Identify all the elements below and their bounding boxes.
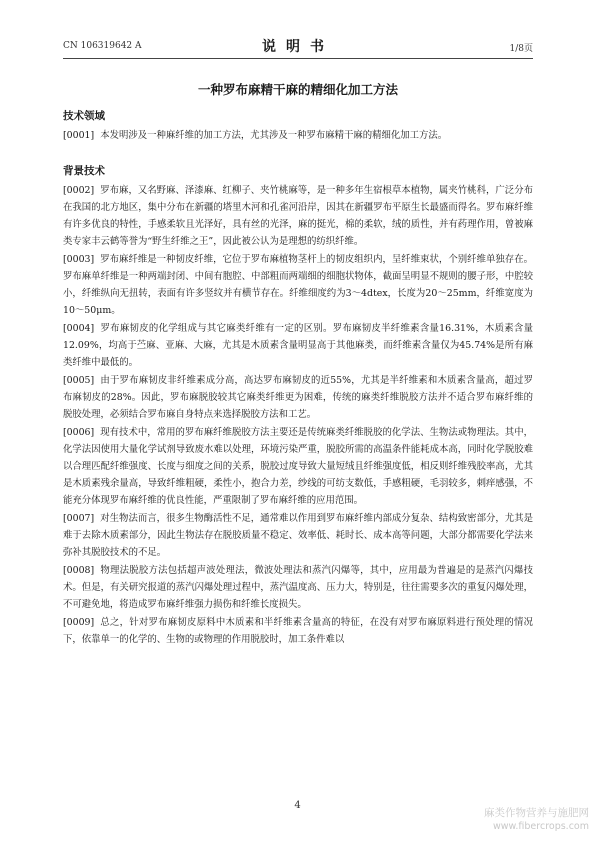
paragraph-number: [0002] xyxy=(63,185,95,196)
paragraph-text: 罗布麻，又名野麻、泽漆麻、红柳子、夹竹桃麻等，是一种多年生宿根草本植物，属夹竹桃科，广泛分布在我国的北方地区，集中分布在新疆的塔里木河和孔雀河沿岸，因其在新疆罗布平原生长最盛而得名。罗布麻纤维有许多优良的特性，手感柔软且光泽好，具有丝的光泽，麻的挺光，棉的柔软，绒的质性，并有药理作用，曾被麻类专家丰云鹤等誉为“野生纤维之王”，因此被公认为是理想的纺织纤维。 xyxy=(63,185,533,247)
paragraph xyxy=(63,320,533,371)
site-watermark xyxy=(484,806,589,834)
paragraph xyxy=(63,424,533,509)
section-background-art xyxy=(63,163,533,648)
paragraph-number: [0001] xyxy=(63,130,95,141)
paragraph-number: [0009] xyxy=(63,617,95,628)
paragraph-number: [0004] xyxy=(63,323,95,334)
paragraph-number: [0003] xyxy=(63,254,95,265)
paragraph-text: 物理法脱胶方法包括超声波处理法，微波处理法和蒸汽闪爆等，其中，应用最为普遍是的是蒸汽闪爆技术。但是，有关研究报道的蒸汽闪爆处理过程中，蒸汽温度高、压力大，特别是，往往需要多次的重复闪爆处理，不可避免地，将造成罗布麻纤维强力损伤和纤维长度损失。 xyxy=(63,565,533,610)
paragraph-text: 本发明涉及一种麻纤维的加工方法，尤其涉及一种罗布麻精干麻的精细化加工方法。 xyxy=(100,130,448,141)
document-type-title: 说明书 xyxy=(262,39,334,55)
paragraph-text: 对生物法而言，很多生物酶活性不足，通常难以作用到罗布麻纤维内部成分复杂、结构致密部分，尤其是难于去除木质素部分，因此生物法存在脱胶质量不稳定、效率低、耗时长、成本高等问题，大部分都需要化学法来弥补其脱胶技术的不足。 xyxy=(63,513,533,558)
paragraph-text: 现有技术中，常用的罗布麻纤维脱胶方法主要还是传统麻类纤维脱胶的化学法、生物法或物理法。其中，化学法因使用大量化学试剂导致废水难以处理，环境污染严重，脱胶所需的高温条件能耗成本高，同时化学脱胶难以合理匹配纤维强度、长度与细度之间的关系，脱胶过度导致大量短绒且纤维强度低，相反则纤维残胶率高，尤其是木质素残余量高，导致纤维粗硬，柔性小，抱合力差，纱线的可纺支数低，手感粗硬，毛羽较多，刺痒感强，不能充分体现罗布麻纤维的优良性能，严重限制了罗布麻纤维的应用范围。 xyxy=(63,427,533,506)
paragraph xyxy=(63,510,533,561)
page-indicator: 1/8页 xyxy=(509,44,533,54)
page-number: 4 xyxy=(294,800,301,811)
paragraph-number: [0008] xyxy=(63,565,95,576)
paragraph xyxy=(63,614,533,648)
document-body xyxy=(63,108,533,649)
section-heading: 背景技术 xyxy=(63,165,105,177)
page-header xyxy=(63,36,533,58)
paragraph-number: [0006] xyxy=(63,427,95,438)
paragraph-number: [0005] xyxy=(63,375,95,386)
header-divider xyxy=(63,58,533,59)
paragraph xyxy=(63,562,533,613)
paragraph-text: 总之，针对罗布麻韧皮原料中木质素和半纤维素含量高的特征，在没有对罗布麻原料进行预处理的情况下，依靠单一的化学的、生物的或物理的作用脱胶时，加工条件难以 xyxy=(63,617,533,645)
paragraph xyxy=(63,182,533,250)
paragraph xyxy=(63,372,533,423)
section-spacer xyxy=(63,145,533,163)
patent-number: CN 106319642 A xyxy=(63,41,142,51)
watermark-url: www.fibercrops.com xyxy=(492,821,589,832)
paragraph xyxy=(63,127,533,144)
invention-title: 一种罗布麻精干麻的精细化加工方法 xyxy=(197,82,398,97)
section-heading: 技术领域 xyxy=(63,110,105,122)
paragraph-text: 罗布麻韧皮的化学组成与其它麻类纤维有一定的区别。罗布麻韧皮半纤维素含量16.31%，木质素含量12.09%，均高于苎麻、亚麻、大麻，尤其是木质素含量明显高于其他麻类，而纤维素含量仅为45.74%是所有麻类纤维中最低的。 xyxy=(63,323,533,368)
section-technical-field xyxy=(63,108,533,144)
watermark-site-name: 麻类作物营养与施肥网 xyxy=(484,807,589,819)
paragraph-number: [0007] xyxy=(63,513,95,524)
paragraph-text: 由于罗布麻韧皮非纤维素成分高，高达罗布麻韧皮的近55%，尤其是半纤维素和木质素含量高，超过罗布麻韧皮的28%。因此，罗布麻脱胶较其它麻类纤维更为困难，传统的麻类纤维脱胶方法并不适合罗布麻纤维的脱胶处理，必须结合罗布麻自身特点来选择脱胶方法和工艺。 xyxy=(63,375,533,420)
paragraph-text: 罗布麻纤维是一种韧皮纤维，它位于罗布麻植物茎杆上的韧皮组织内，呈纤维束状，个别纤维单独存在。罗布麻单纤维是一种两端封闭、中间有胞腔、中部粗而两端细的细胞状物体，截面呈明显不规则的腰子形，中腔较小，纤维纵向无扭转，表面有许多竖纹并有横节存在。纤维细度约为3～4dtex，长度为20～25mm，纤维宽度为10～50μm。 xyxy=(63,254,533,316)
paragraph xyxy=(63,251,533,319)
